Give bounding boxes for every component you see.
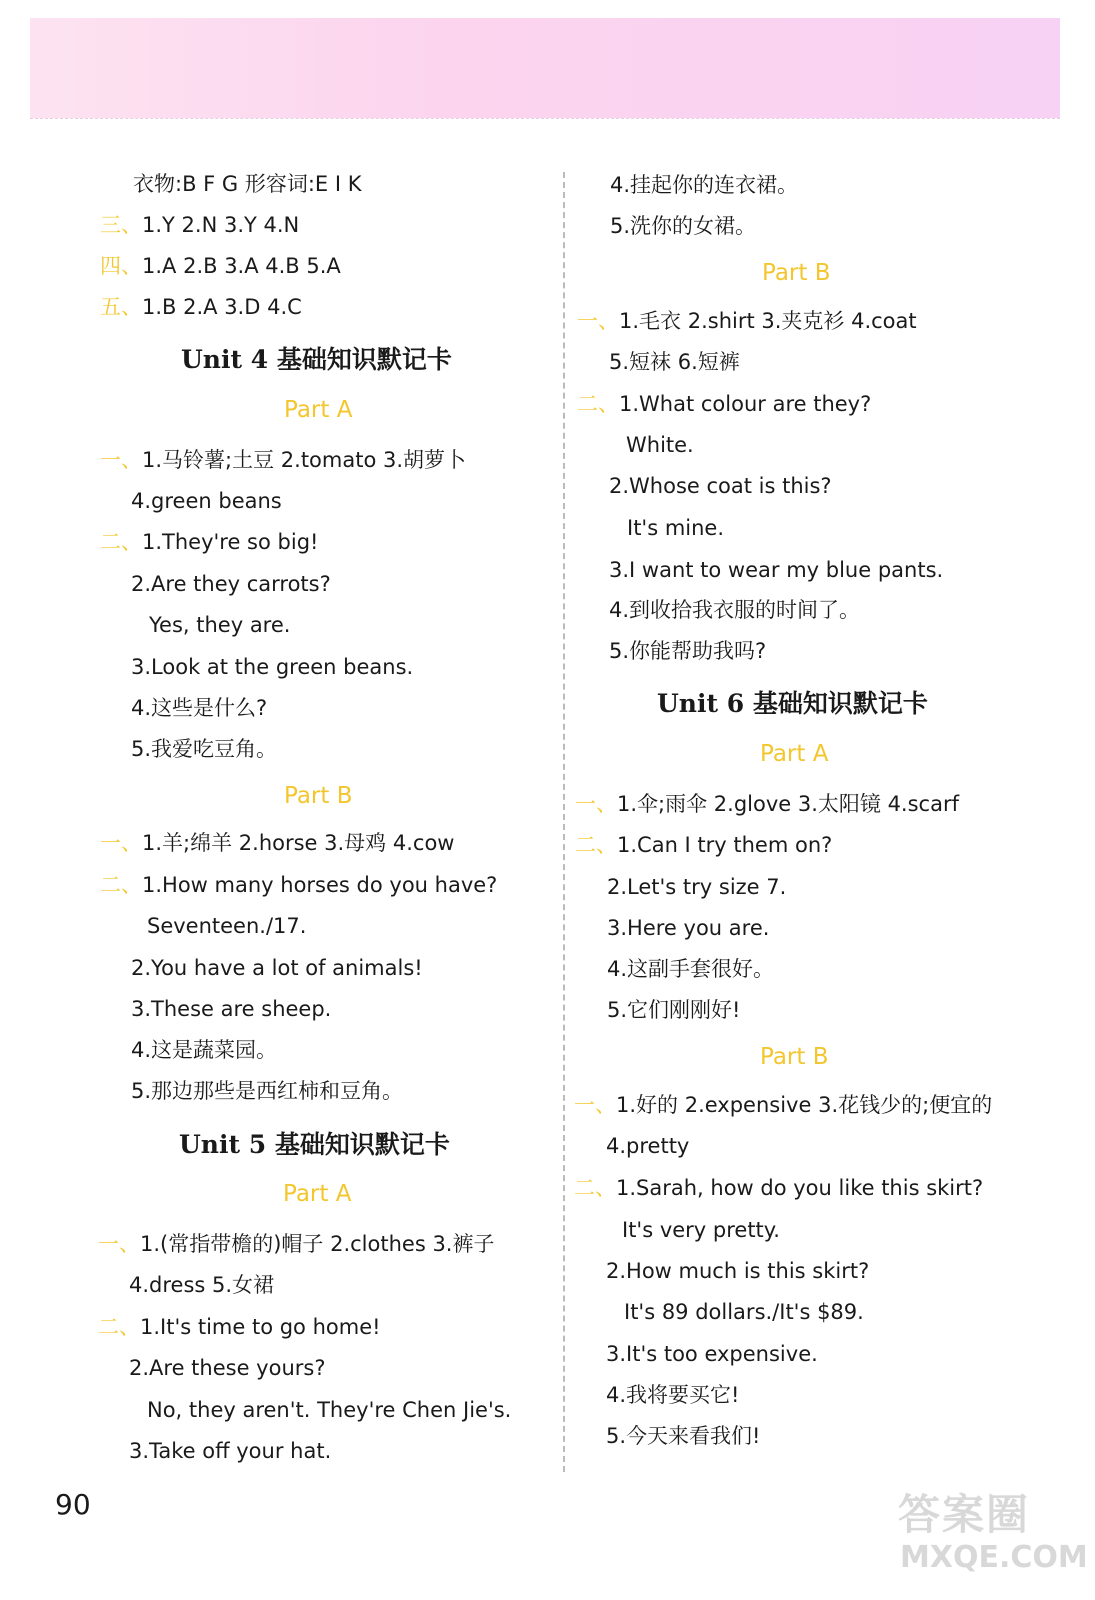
answer-line: 3.Take off your hat.: [129, 1439, 332, 1463]
answer-line: 4.到收拾我衣服的时间了。: [609, 598, 861, 622]
answer-line: 一、1.(常指带檐的)帽子 2.clothes 3.裤子: [98, 1232, 495, 1256]
answer-line: 2.Are these yours?: [129, 1356, 326, 1380]
answer-line: 4.这些是什么?: [131, 696, 268, 720]
answer-line: 3.Here you are.: [607, 916, 770, 940]
answer-line: 4.pretty: [606, 1134, 690, 1158]
answer-line: White.: [626, 433, 694, 457]
section-number: 一、: [574, 1093, 616, 1117]
answer-line: 二、1.They're so big!: [100, 530, 319, 554]
section-number: 三、: [100, 213, 142, 237]
section-number: 二、: [98, 1315, 140, 1339]
answer-line: 2.How much is this skirt?: [606, 1259, 870, 1283]
answer-line: 4.挂起你的连衣裙。: [610, 173, 799, 197]
answer-line: 二、1.Sarah, how do you like this skirt?: [574, 1176, 984, 1200]
header-banner: [30, 18, 1060, 118]
answer-line: 二、1.What colour are they?: [577, 392, 872, 416]
part-heading: Part B: [762, 260, 831, 286]
answer-line: 一、1.羊;绵羊 2.horse 3.母鸡 4.cow: [100, 831, 455, 855]
answer-line: 2.Are they carrots?: [131, 572, 331, 596]
part-heading: Part A: [283, 1181, 352, 1207]
answer-line: It's 89 dollars./It's $89.: [624, 1300, 864, 1324]
answer-line: 二、1.It's time to go home!: [98, 1315, 381, 1339]
answer-line: It's very pretty.: [622, 1218, 780, 1242]
part-heading: Part B: [284, 783, 353, 809]
answer-line: 五、1.B 2.A 3.D 4.C: [100, 295, 302, 319]
answer-line: Seventeen./17.: [147, 914, 307, 938]
section-number: 一、: [575, 792, 617, 816]
answer-line: 4.green beans: [131, 489, 282, 513]
answer-line: 四、1.A 2.B 3.A 4.B 5.A: [100, 254, 341, 278]
column-divider: [563, 172, 565, 1472]
answer-line: 衣物:B F G 形容词:E I K: [133, 172, 362, 196]
watermark-url: MXQE.COM: [900, 1540, 1088, 1575]
section-number: 一、: [100, 448, 142, 472]
answer-line: No, they aren't. They're Chen Jie's.: [147, 1398, 512, 1422]
answer-line: 二、1.How many horses do you have?: [100, 873, 498, 897]
part-heading: Part A: [760, 741, 829, 767]
watermark-logo: [898, 1482, 1088, 1587]
answer-line: 三、1.Y 2.N 3.Y 4.N: [100, 213, 300, 237]
answer-line: 5.你能帮助我吗?: [609, 639, 767, 663]
answer-line: 一、1.马铃薯;土豆 2.tomato 3.胡萝卜: [100, 448, 467, 472]
section-number: 二、: [100, 873, 142, 897]
answer-line: 一、1.好的 2.expensive 3.花钱少的;便宜的: [574, 1093, 993, 1117]
answer-line: 二、1.Can I try them on?: [575, 833, 833, 857]
section-number: 五、: [100, 295, 142, 319]
section-number: 二、: [100, 530, 142, 554]
unit-heading: Unit 4 基础知识默记卡: [181, 345, 452, 374]
section-number: 二、: [574, 1176, 616, 1200]
answer-line: 4.这是蔬菜园。: [131, 1038, 278, 1062]
answer-line: 4.dress 5.女裙: [129, 1273, 275, 1297]
section-number: 一、: [100, 831, 142, 855]
answer-line: 3.Look at the green beans.: [131, 655, 414, 679]
answer-line: 5.我爱吃豆角。: [131, 737, 278, 761]
answer-line: 3.It's too expensive.: [606, 1342, 818, 1366]
answer-line: Yes, they are.: [149, 613, 291, 637]
part-heading: Part A: [284, 397, 353, 423]
part-heading: Part B: [760, 1044, 829, 1070]
answer-line: 4.我将要买它!: [606, 1383, 740, 1407]
watermark-text: 答案圈: [898, 1490, 1031, 1539]
answer-line: 3.These are sheep.: [131, 997, 332, 1021]
section-number: 一、: [577, 309, 619, 333]
answer-line: 5.短袜 6.短裤: [609, 350, 740, 374]
unit-heading: Unit 5 基础知识默记卡: [179, 1130, 450, 1159]
answer-line: 2.Whose coat is this?: [609, 474, 832, 498]
section-number: 一、: [98, 1232, 140, 1256]
answer-line: 2.You have a lot of animals!: [131, 956, 423, 980]
answer-line: 5.今天来看我们!: [606, 1424, 761, 1448]
answer-line: 2.Let's try size 7.: [607, 875, 787, 899]
answer-line: 5.洗你的女裙。: [610, 214, 757, 238]
answer-line: 一、1.毛衣 2.shirt 3.夹克衫 4.coat: [577, 309, 917, 333]
answer-line: 4.这副手套很好。: [607, 957, 775, 981]
page-number: 90: [55, 1488, 91, 1521]
unit-heading: Unit 6 基础知识默记卡: [657, 689, 928, 718]
answer-line: 5.那边那些是西红柿和豆角。: [131, 1079, 404, 1103]
answer-line: 3.I want to wear my blue pants.: [609, 558, 944, 582]
answer-line: 一、1.伞;雨伞 2.glove 3.太阳镜 4.scarf: [575, 792, 959, 816]
section-number: 二、: [577, 392, 619, 416]
answer-line: 5.它们刚刚好!: [607, 998, 741, 1022]
section-number: 四、: [100, 254, 142, 278]
header-rule: [30, 118, 1060, 119]
section-number: 二、: [575, 833, 617, 857]
answer-line: It's mine.: [627, 516, 725, 540]
